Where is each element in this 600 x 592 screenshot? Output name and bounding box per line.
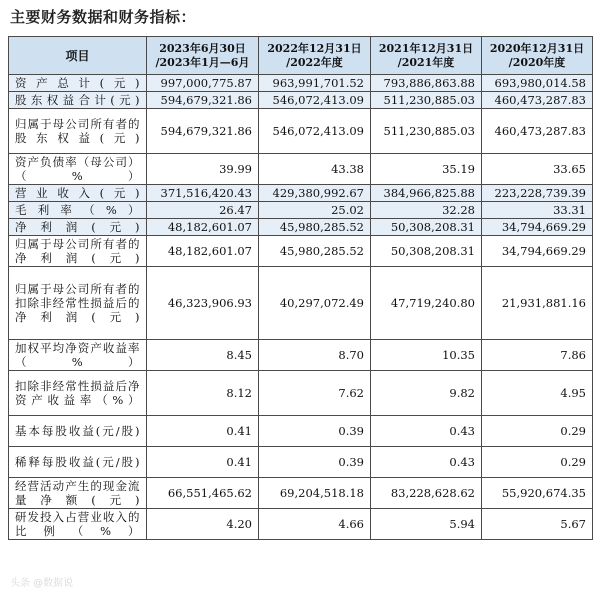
table-row bbox=[9, 447, 593, 478]
table-row bbox=[9, 109, 593, 154]
cell-value: 83,228,628.62 bbox=[371, 478, 482, 509]
cell-value: 0.43 bbox=[371, 447, 482, 478]
cell-value: 0.41 bbox=[147, 447, 259, 478]
table-row bbox=[9, 185, 593, 202]
cell-value: 35.19 bbox=[371, 154, 482, 185]
cell-value: 0.39 bbox=[259, 447, 371, 478]
cell-value: 8.70 bbox=[259, 340, 371, 371]
row-label: 归属于母公司所有者的扣除非经常性损益后的净利润(元) bbox=[9, 267, 147, 340]
cell-value: 546,072,413.09 bbox=[259, 109, 371, 154]
cell-value: 546,072,413.09 bbox=[259, 92, 371, 109]
row-label: 基本每股收益(元/股) bbox=[9, 416, 147, 447]
row-label: 股东权益合计(元) bbox=[9, 92, 147, 109]
row-label: 加权平均净资产收益率（%） bbox=[9, 340, 147, 371]
cell-value: 511,230,885.03 bbox=[371, 109, 482, 154]
row-label: 归属于母公司所有者的净利润(元) bbox=[9, 236, 147, 267]
table-row bbox=[9, 509, 593, 540]
cell-value: 0.29 bbox=[482, 447, 593, 478]
row-label: 净利润(元) bbox=[9, 219, 147, 236]
row-label: 资产总计(元) bbox=[9, 75, 147, 92]
header-2020: 2020年12月31日 /2020年度 bbox=[482, 37, 593, 75]
cell-value: 963,991,701.52 bbox=[259, 75, 371, 92]
cell-value: 33.31 bbox=[482, 202, 593, 219]
table-row bbox=[9, 340, 593, 371]
cell-value: 594,679,321.86 bbox=[147, 109, 259, 154]
cell-value: 0.41 bbox=[147, 416, 259, 447]
table-row bbox=[9, 202, 593, 219]
table-header-row bbox=[9, 37, 593, 75]
cell-value: 32.28 bbox=[371, 202, 482, 219]
header-2021: 2021年12月31日 /2021年度 bbox=[371, 37, 482, 75]
cell-value: 66,551,465.62 bbox=[147, 478, 259, 509]
cell-value: 34,794,669.29 bbox=[482, 219, 593, 236]
cell-value: 34,794,669.29 bbox=[482, 236, 593, 267]
cell-value: 429,380,992.67 bbox=[259, 185, 371, 202]
row-label: 毛利率（%） bbox=[9, 202, 147, 219]
cell-value: 10.35 bbox=[371, 340, 482, 371]
cell-value: 693,980,014.58 bbox=[482, 75, 593, 92]
cell-value: 8.45 bbox=[147, 340, 259, 371]
cell-value: 5.94 bbox=[371, 509, 482, 540]
row-label: 稀释每股收益(元/股) bbox=[9, 447, 147, 478]
table-row bbox=[9, 219, 593, 236]
cell-value: 48,182,601.07 bbox=[147, 219, 259, 236]
cell-value: 33.65 bbox=[482, 154, 593, 185]
table-row bbox=[9, 92, 593, 109]
table-row bbox=[9, 75, 593, 92]
cell-value: 55,920,674.35 bbox=[482, 478, 593, 509]
cell-value: 21,931,881.16 bbox=[482, 267, 593, 340]
cell-value: 45,980,285.52 bbox=[259, 219, 371, 236]
cell-value: 371,516,420.43 bbox=[147, 185, 259, 202]
header-2023: 2023年6月30日 /2023年1月—6月 bbox=[147, 37, 259, 75]
cell-value: 45,980,285.52 bbox=[259, 236, 371, 267]
header-item: 项目 bbox=[9, 37, 147, 75]
cell-value: 8.12 bbox=[147, 371, 259, 416]
cell-value: 26.47 bbox=[147, 202, 259, 219]
financial-data-table bbox=[8, 36, 593, 540]
cell-value: 223,228,739.39 bbox=[482, 185, 593, 202]
cell-value: 7.62 bbox=[259, 371, 371, 416]
table-row bbox=[9, 416, 593, 447]
row-label: 扣除非经常性损益后净资产收益率（%） bbox=[9, 371, 147, 416]
row-label: 研发投入占营业收入的比例（%） bbox=[9, 509, 147, 540]
cell-value: 46,323,906.93 bbox=[147, 267, 259, 340]
cell-value: 4.20 bbox=[147, 509, 259, 540]
cell-value: 5.67 bbox=[482, 509, 593, 540]
cell-value: 384,966,825.88 bbox=[371, 185, 482, 202]
page-title: 主要财务数据和财务指标： bbox=[10, 8, 197, 26]
cell-value: 0.39 bbox=[259, 416, 371, 447]
cell-value: 4.66 bbox=[259, 509, 371, 540]
cell-value: 460,473,287.83 bbox=[482, 109, 593, 154]
header-2022: 2022年12月31日 /2022年度 bbox=[259, 37, 371, 75]
cell-value: 39.99 bbox=[147, 154, 259, 185]
cell-value: 25.02 bbox=[259, 202, 371, 219]
table-row bbox=[9, 478, 593, 509]
cell-value: 4.95 bbox=[482, 371, 593, 416]
cell-value: 511,230,885.03 bbox=[371, 92, 482, 109]
watermark: 头条 @数据说 bbox=[10, 578, 74, 589]
table-row bbox=[9, 236, 593, 267]
cell-value: 47,719,240.80 bbox=[371, 267, 482, 340]
cell-value: 50,308,208.31 bbox=[371, 219, 482, 236]
cell-value: 460,473,287.83 bbox=[482, 92, 593, 109]
cell-value: 0.29 bbox=[482, 416, 593, 447]
cell-value: 7.86 bbox=[482, 340, 593, 371]
cell-value: 69,204,518.18 bbox=[259, 478, 371, 509]
cell-value: 9.82 bbox=[371, 371, 482, 416]
cell-value: 997,000,775.87 bbox=[147, 75, 259, 92]
cell-value: 50,308,208.31 bbox=[371, 236, 482, 267]
table-row bbox=[9, 371, 593, 416]
cell-value: 594,679,321.86 bbox=[147, 92, 259, 109]
row-label: 资产负债率（母公司）（%） bbox=[9, 154, 147, 185]
cell-value: 0.43 bbox=[371, 416, 482, 447]
cell-value: 48,182,601.07 bbox=[147, 236, 259, 267]
table-row bbox=[9, 154, 593, 185]
row-label: 归属于母公司所有者的股东权益(元) bbox=[9, 109, 147, 154]
row-label: 经营活动产生的现金流量净额(元) bbox=[9, 478, 147, 509]
cell-value: 43.38 bbox=[259, 154, 371, 185]
cell-value: 793,886,863.88 bbox=[371, 75, 482, 92]
table-row bbox=[9, 267, 593, 340]
cell-value: 40,297,072.49 bbox=[259, 267, 371, 340]
row-label: 营业收入(元) bbox=[9, 185, 147, 202]
